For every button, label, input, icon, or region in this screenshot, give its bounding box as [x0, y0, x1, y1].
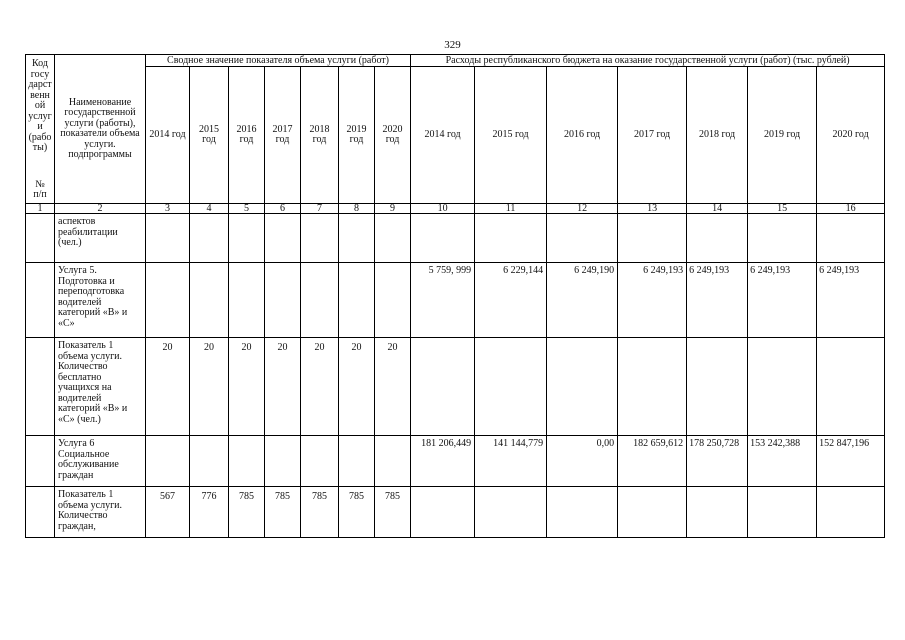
text-line: и: [37, 121, 43, 133]
text-line: №: [35, 178, 45, 190]
header-name-cell: [55, 55, 146, 204]
year-label: 2020 год: [832, 128, 869, 140]
expense-cell: 6 249,190: [547, 263, 618, 338]
expense-cell: [687, 338, 748, 436]
text-line: услуг: [28, 110, 52, 122]
expense-cell: 6 249,193: [817, 263, 885, 338]
volume-year-header: [146, 67, 190, 204]
column-number: 12: [547, 204, 618, 214]
volume-cell: [265, 214, 301, 263]
volume-cell: [146, 214, 190, 263]
volume-cell: 20: [301, 338, 339, 436]
year-label: 2014 год: [149, 128, 186, 140]
code-cell: [26, 436, 55, 487]
text-line: учащихся на: [58, 382, 112, 393]
volume-cell: 776: [190, 487, 229, 538]
header-row-years: [26, 67, 885, 204]
volume-cell: 20: [190, 338, 229, 436]
volume-cell: 20: [229, 338, 265, 436]
table-row: [26, 214, 885, 263]
text-line: реабилитации: [58, 226, 118, 238]
year-label: 2017 год: [633, 128, 671, 140]
text-line: объема услуги.: [58, 350, 123, 362]
volume-cell: 20: [146, 338, 190, 436]
year-label: 2017 год: [272, 123, 293, 145]
expense-cell: [748, 487, 817, 538]
text-line: (рабо: [28, 131, 52, 143]
name-text: [58, 266, 145, 329]
text-line: показатели объема: [60, 128, 140, 139]
name-cell: [55, 436, 146, 487]
year-label: 2015 год: [199, 123, 219, 145]
volume-year-header: [301, 67, 339, 204]
text-line: категорий «В» и: [58, 403, 128, 414]
name-cell: [55, 487, 146, 538]
year-label: 2016 год: [563, 128, 601, 140]
expense-cell: 181 206,449: [411, 436, 475, 487]
expense-cell: [618, 487, 687, 538]
code-cell: [26, 338, 55, 436]
column-number: 16: [817, 204, 885, 214]
expense-cell: [547, 338, 618, 436]
column-number: 10: [411, 204, 475, 214]
name-cell: [55, 338, 146, 436]
expense-cell: [618, 214, 687, 263]
text-line: Подготовка и: [58, 275, 115, 287]
volume-cell: [229, 436, 265, 487]
volume-cell: [339, 436, 375, 487]
text-line: Количество: [58, 510, 108, 521]
expense-cell: [817, 214, 885, 263]
column-number: 8: [339, 204, 375, 214]
expense-year-header: [618, 67, 687, 204]
code-cell: [26, 487, 55, 538]
volume-year-header: [229, 67, 265, 204]
text-line: объема услуги.: [58, 499, 123, 511]
expense-year-header: [475, 67, 547, 204]
name-text: [58, 341, 145, 425]
volume-year-header: [339, 67, 375, 204]
header-number-text: [26, 180, 54, 201]
page-number: 329: [444, 39, 461, 51]
volume-cell: 20: [265, 338, 301, 436]
expense-cell: [475, 214, 547, 263]
expense-cell: [475, 487, 547, 538]
volume-cell: 785: [339, 487, 375, 538]
volume-cell: 20: [375, 338, 411, 436]
expense-cell: [547, 214, 618, 263]
header-volume-group: Сводное значение показателя объема услуги (работ): [146, 55, 411, 67]
text-line: Услуга 5.: [58, 265, 97, 276]
volume-cell: [229, 214, 265, 263]
year-label: 2019 год: [346, 123, 367, 145]
column-number: 7: [301, 204, 339, 214]
expense-cell: [687, 487, 748, 538]
text-line: услуги (работы),: [64, 117, 136, 129]
column-number: 15: [748, 204, 817, 214]
name-text: [58, 217, 145, 249]
table-row: [26, 436, 885, 487]
expense-cell: [748, 338, 817, 436]
text-line: «С» (чел.): [58, 413, 101, 425]
text-line: Услуга 6: [58, 438, 95, 449]
text-line: венн: [30, 89, 50, 101]
text-line: дарст: [28, 79, 52, 91]
text-line: подпрограммы: [68, 149, 132, 160]
text-line: граждан: [58, 469, 94, 481]
expense-cell: [817, 487, 885, 538]
budget-table: [25, 54, 885, 538]
volume-cell: [301, 436, 339, 487]
name-text: [58, 490, 145, 532]
column-number: 1: [26, 204, 55, 214]
year-label: 2020 год: [382, 123, 403, 145]
expense-year-header: [411, 67, 475, 204]
volume-cell: 785: [265, 487, 301, 538]
text-line: государственной: [64, 107, 136, 118]
volume-cell: 785: [229, 487, 265, 538]
volume-cell: [339, 263, 375, 338]
header-expense-group: Расходы республиканского бюджета на оказание государственной услуги (работ) (тыс. рублей): [411, 55, 885, 67]
expense-cell: 141 144,779: [475, 436, 547, 487]
text-line: (чел.): [58, 237, 82, 248]
text-line: Показатель 1: [58, 489, 114, 500]
volume-cell: [190, 263, 229, 338]
expense-cell: 6 249,193: [748, 263, 817, 338]
volume-year-header: [190, 67, 229, 204]
expense-cell: 0,00: [547, 436, 618, 487]
volume-cell: [301, 263, 339, 338]
name-text: [58, 439, 145, 481]
code-cell: [26, 263, 55, 338]
expense-cell: 6 249,193: [618, 263, 687, 338]
volume-cell: [375, 263, 411, 338]
column-number: 6: [265, 204, 301, 214]
volume-cell: [146, 436, 190, 487]
volume-cell: [265, 436, 301, 487]
text-line: переподготовка: [58, 286, 125, 297]
table-row: [26, 338, 885, 436]
text-line: ой: [34, 100, 46, 112]
text-line: водителей: [58, 392, 102, 404]
name-cell: [55, 263, 146, 338]
column-number: 11: [475, 204, 547, 214]
expense-cell: [687, 214, 748, 263]
volume-cell: [301, 214, 339, 263]
header-row-groups: [26, 55, 885, 67]
expense-cell: [748, 214, 817, 263]
expense-cell: [411, 338, 475, 436]
text-line: «С»: [58, 317, 75, 329]
volume-cell: [375, 436, 411, 487]
expense-cell: [411, 487, 475, 538]
column-number: 13: [618, 204, 687, 214]
column-number: 4: [190, 204, 229, 214]
volume-cell: [339, 214, 375, 263]
expense-year-header: [817, 67, 885, 204]
column-number: 3: [146, 204, 190, 214]
expense-cell: 5 759, 999: [411, 263, 475, 338]
header-code-text: [26, 59, 54, 154]
text-line: водителей: [58, 296, 102, 308]
expense-cell: 6 249,193: [687, 263, 748, 338]
table-row: [26, 263, 885, 338]
text-line: граждан,: [58, 520, 96, 532]
year-label: 2019 год: [763, 128, 801, 140]
text-line: п/п: [33, 189, 47, 201]
expense-year-header: [748, 67, 817, 204]
year-label: 2014 год: [424, 128, 461, 140]
volume-year-header: [375, 67, 411, 204]
year-label: 2016 год: [236, 123, 257, 145]
column-number: 9: [375, 204, 411, 214]
volume-cell: [190, 436, 229, 487]
column-number: 14: [687, 204, 748, 214]
header-name-text: [55, 98, 145, 161]
text-line: Количество: [58, 361, 108, 372]
expense-cell: 6 229,144: [475, 263, 547, 338]
volume-cell: 785: [301, 487, 339, 538]
text-line: услуги.: [84, 138, 116, 150]
volume-cell: 785: [375, 487, 411, 538]
volume-cell: 20: [339, 338, 375, 436]
table-row: [26, 487, 885, 538]
expense-year-header: [547, 67, 618, 204]
volume-year-header: [265, 67, 301, 204]
text-line: Наименование: [68, 96, 132, 108]
volume-cell: [265, 263, 301, 338]
text-line: ты): [32, 142, 48, 154]
volume-cell: [146, 263, 190, 338]
code-cell: [26, 214, 55, 263]
expense-cell: [547, 487, 618, 538]
expense-cell: 178 250,728: [687, 436, 748, 487]
expense-cell: 153 242,388: [748, 436, 817, 487]
name-cell: [55, 214, 146, 263]
year-label: 2018 год: [309, 123, 330, 145]
text-line: аспектов: [58, 216, 96, 227]
text-line: бесплатно: [58, 371, 102, 383]
volume-cell: 567: [146, 487, 190, 538]
text-line: Показатель 1: [58, 340, 114, 351]
expense-cell: [817, 338, 885, 436]
expense-cell: [411, 214, 475, 263]
text-line: Социальное: [58, 448, 110, 460]
expense-cell: 152 847,196: [817, 436, 885, 487]
text-line: категорий «В» и: [58, 307, 128, 318]
expense-cell: [475, 338, 547, 436]
header-code-cell: [26, 55, 55, 204]
header-row-numbers: [26, 204, 885, 214]
text-line: госу: [30, 68, 50, 80]
expense-cell: 182 659,612: [618, 436, 687, 487]
text-line: Код: [32, 58, 48, 70]
volume-cell: [229, 263, 265, 338]
volume-cell: [375, 214, 411, 263]
expense-cell: [618, 338, 687, 436]
expense-year-header: [687, 67, 748, 204]
year-label: 2018 год: [698, 128, 736, 140]
column-number: 5: [229, 204, 265, 214]
column-number: 2: [55, 204, 146, 214]
volume-cell: [190, 214, 229, 263]
text-line: обслуживание: [58, 459, 119, 470]
year-label: 2015 год: [492, 128, 529, 140]
